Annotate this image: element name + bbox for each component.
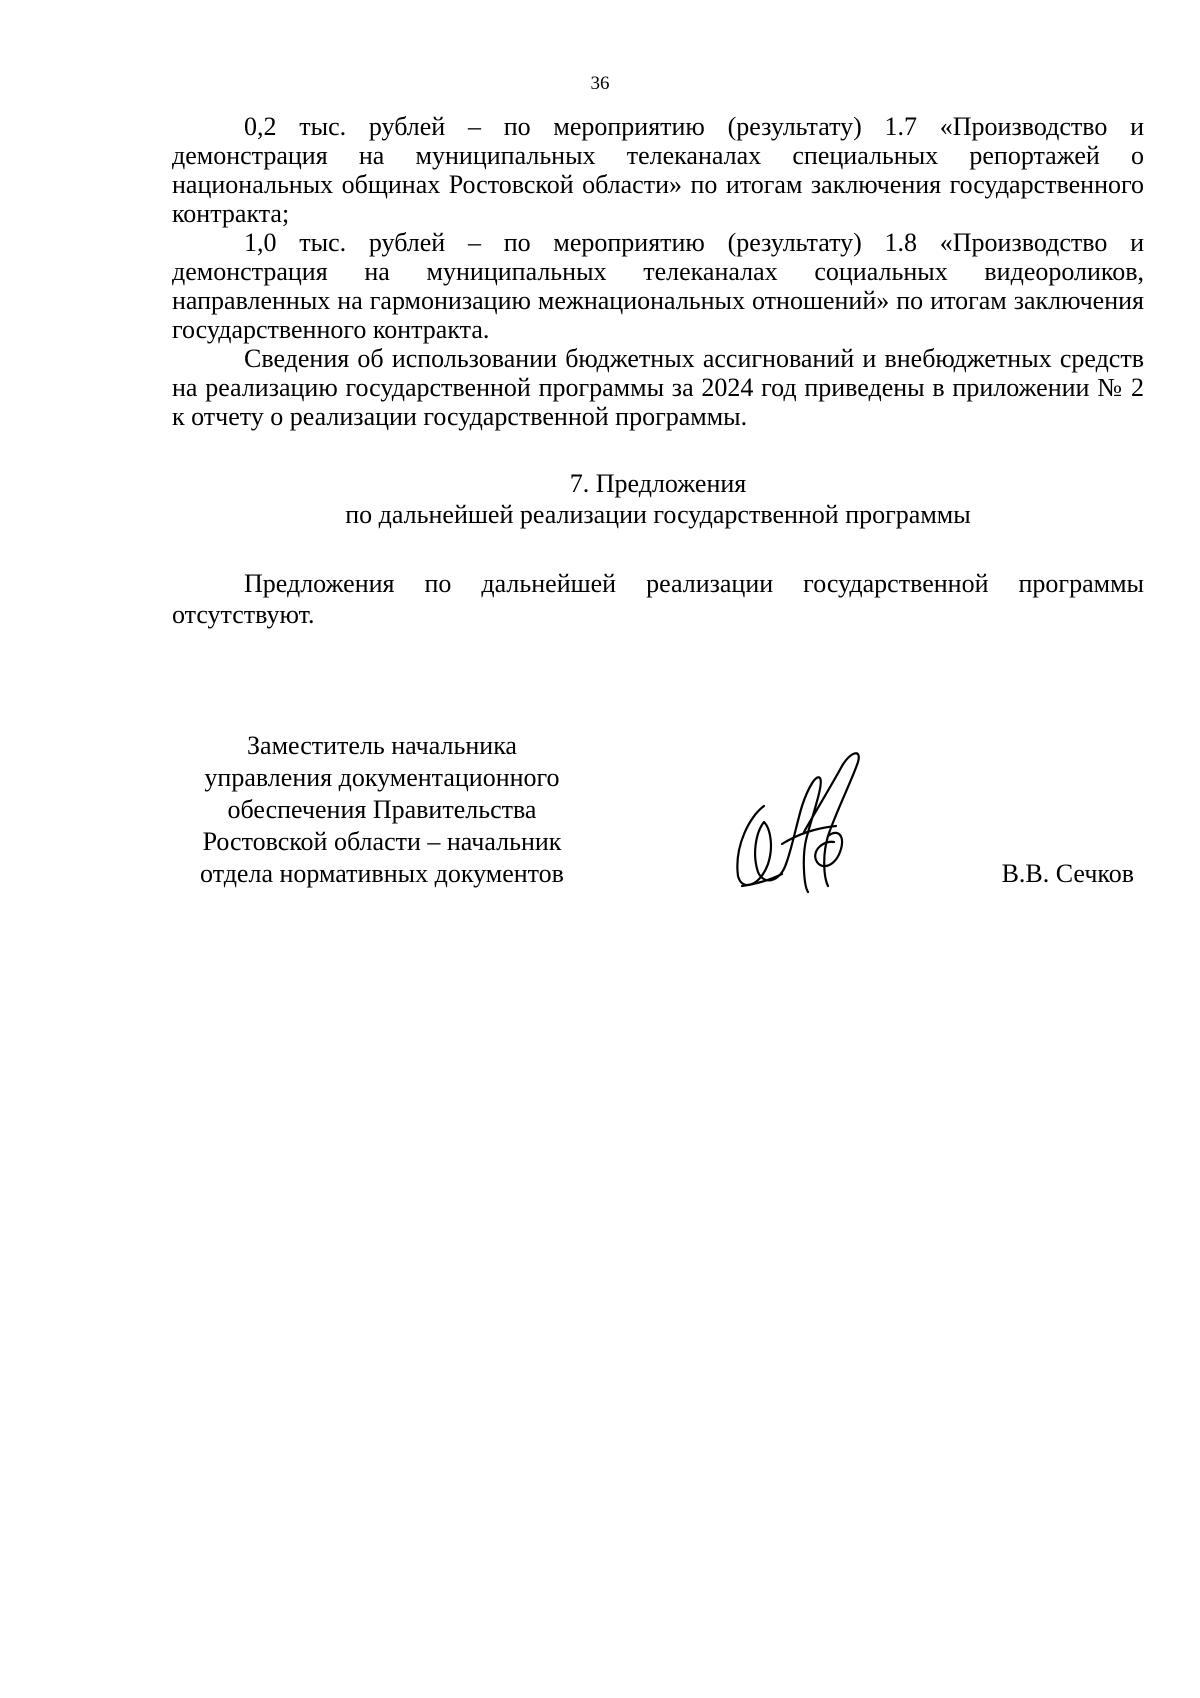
section-heading bbox=[172, 468, 1144, 530]
paragraph-budget-info: Сведения об использовании бюджетных ассигнований и внебюджетных средств на реализацию государственной программы за 2024 год приведены в приложении № 2 к отчету о реализации государственной программы. bbox=[172, 344, 1144, 431]
signatory-title-line: управления документационного bbox=[204, 763, 560, 792]
page-number: 36 bbox=[590, 73, 610, 94]
paragraph-proposals: Предложения по дальнейшей реализации государственной программы отсутствуют. bbox=[172, 569, 1144, 629]
handwritten-signature bbox=[712, 736, 872, 896]
paragraph-measure-1-8: 1,0 тыс. рублей – по мероприятию (результату) 1.8 «Производство и демонстрация на муниципальных телеканалах социальных видеороликов, направленных на гармонизацию межнациональных отношений» по итогам заключения государственного контракта. bbox=[172, 228, 1144, 344]
section-heading-line-1: 7. Предложения bbox=[569, 469, 747, 498]
body-text bbox=[172, 112, 1144, 431]
signatory-name: В.В. Сечков bbox=[1001, 859, 1134, 888]
signatory-title-line: обеспечения Правительства bbox=[227, 795, 537, 824]
section-body bbox=[172, 568, 1144, 630]
signatory-title-line: отдела нормативных документов bbox=[200, 859, 564, 888]
signatory-title-line: Ростовской области – начальник bbox=[202, 827, 562, 856]
signatory-title-line: Заместитель начальника bbox=[247, 731, 517, 760]
signatory-title bbox=[172, 730, 592, 890]
section-heading-line-2: по дальнейшей реализации государственной программы bbox=[345, 500, 971, 529]
signature-block bbox=[172, 730, 1144, 910]
paragraph-measure-1-7: 0,2 тыс. рублей – по мероприятию (результату) 1.7 «Производство и демонстрация на муниципальных телеканалах специальных репортажей о национальных общинах Ростовской области» по итогам заключения государственного контракта; bbox=[172, 112, 1144, 228]
